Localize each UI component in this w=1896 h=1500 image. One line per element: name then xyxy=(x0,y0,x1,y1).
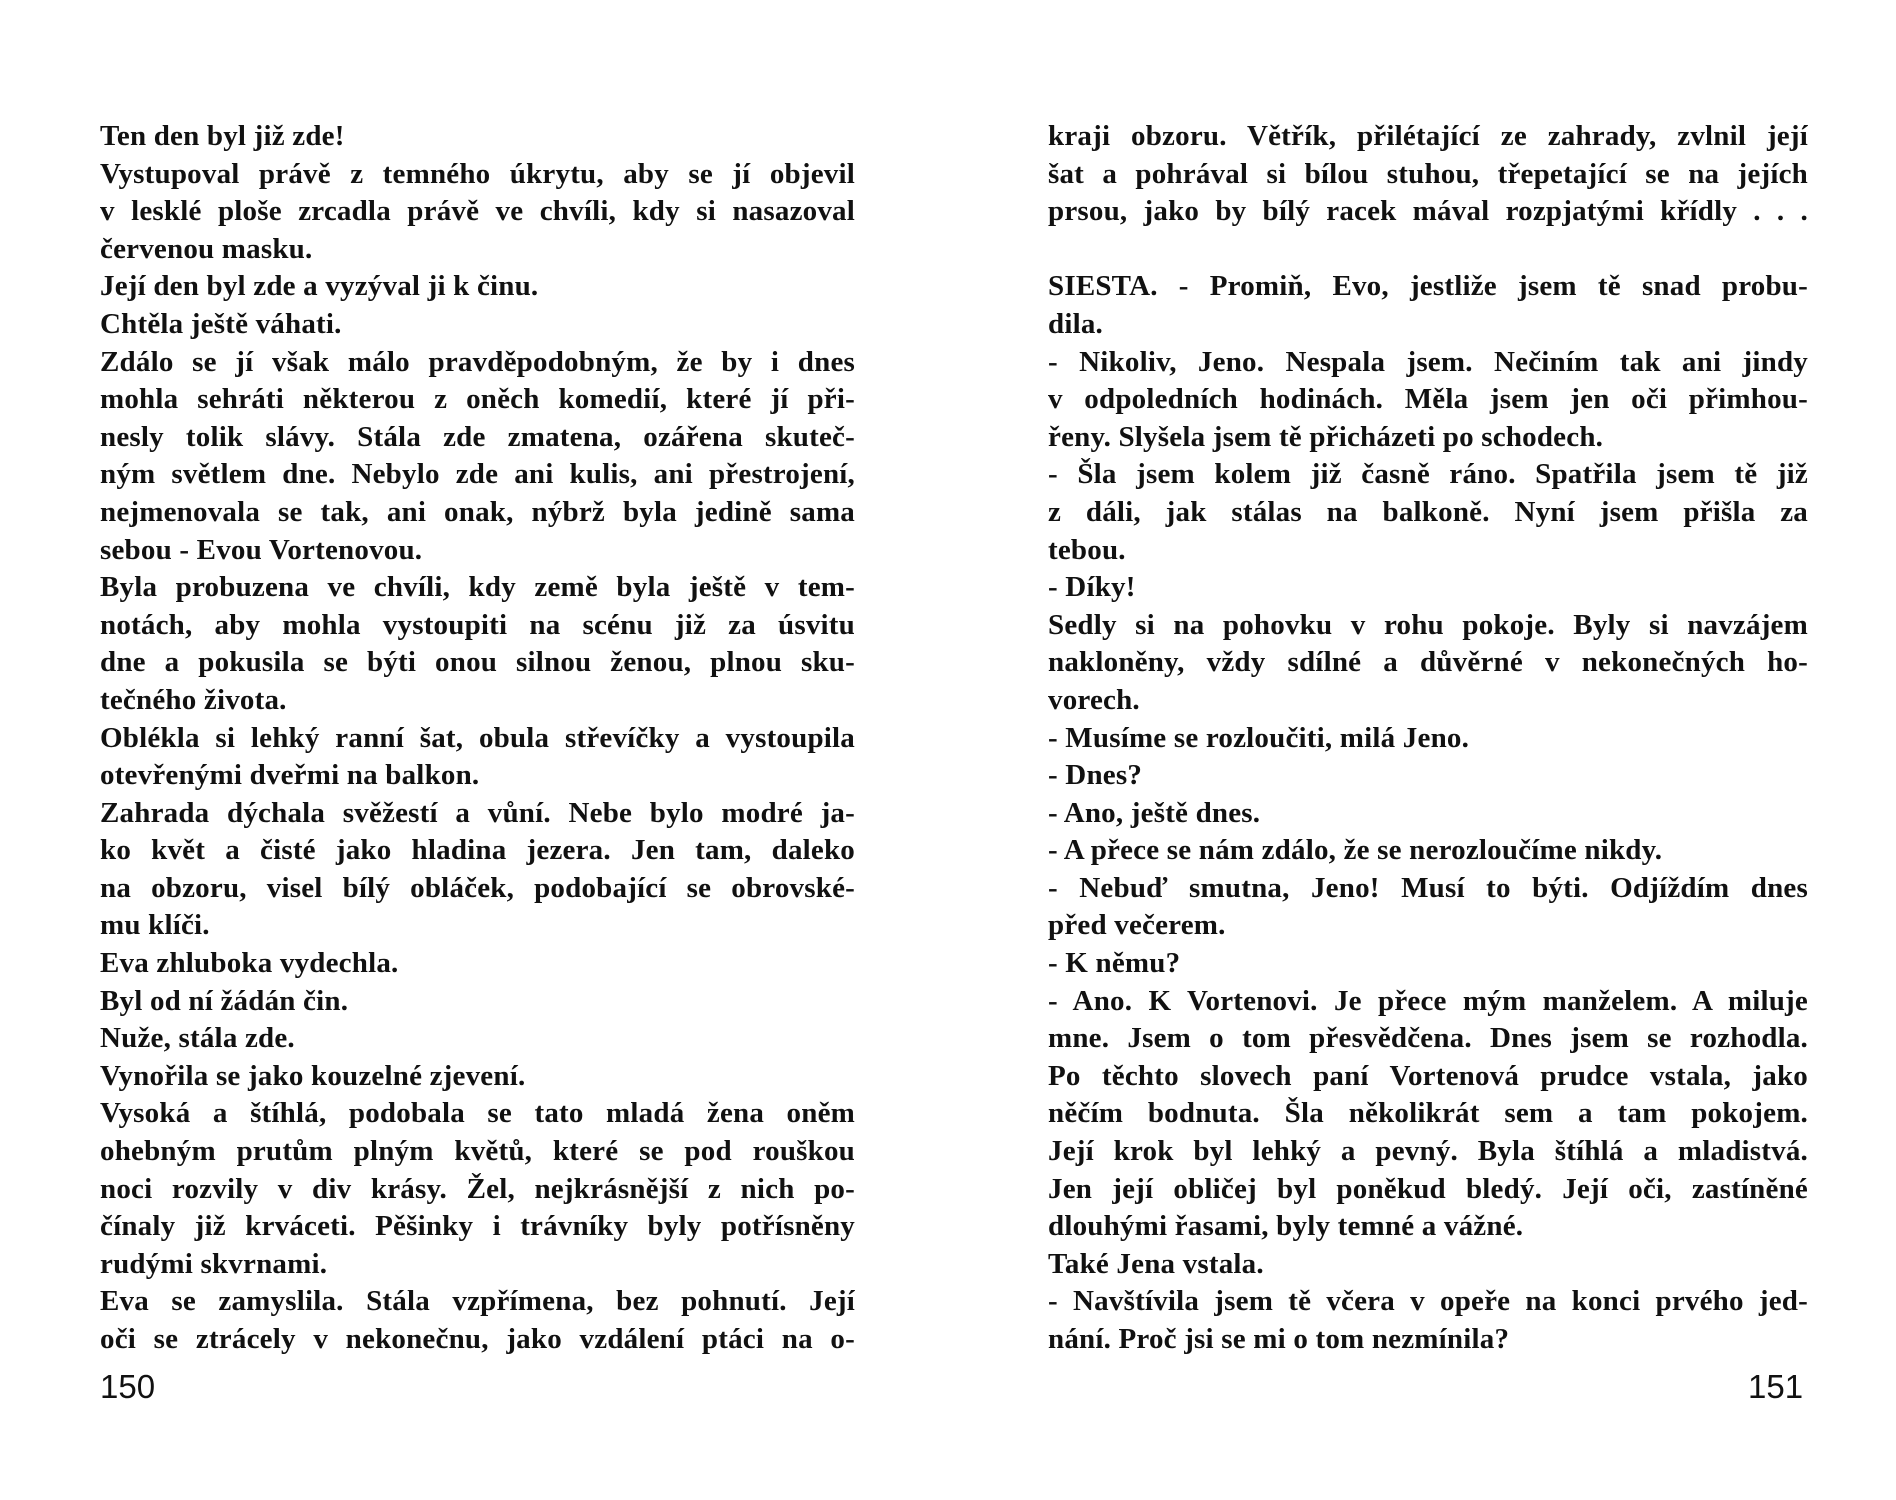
text-line: - Ano. K Vortenovi. Je přece mým manželem. A miluje xyxy=(1048,984,1808,1017)
text-line: Zdálo se jí však málo pravděpodobným, že by i dnes xyxy=(100,345,855,378)
text-line: - A přece se nám zdálo, že se nerozloučíme nikdy. xyxy=(1048,834,1663,867)
page-number-right: 151 xyxy=(1748,1368,1804,1405)
text-line: mne. Jsem o tom přesvědčena. Dnes jsem se rozhodla. xyxy=(1048,1022,1808,1055)
text-line: Byla probuzena ve chvíli, kdy země byla ještě v tem- xyxy=(100,571,855,604)
text-line: čínaly již krváceti. Pěšinky i trávníky byly potřísněny xyxy=(100,1210,855,1243)
text-line: nesly tolik slávy. Stála zde zmatena, ozářena skuteč- xyxy=(100,420,855,453)
text-line: ným světlem dne. Nebylo zde ani kulis, ani přestrojení, xyxy=(100,458,855,491)
text-line: v lesklé ploše zrcadla právě ve chvíli, kdy si nasazoval xyxy=(100,195,855,228)
text-line: - K němu? xyxy=(1048,947,1181,980)
text-line: Po těchto slovech paní Vortenová prudce vstala, jako xyxy=(1048,1059,1808,1092)
text-line: dne a pokusila se býti onou silnou ženou, plnou sku- xyxy=(100,646,855,679)
text-line: noci rozvily v div krásy. Žel, nejkrásnější z nich po- xyxy=(100,1172,855,1205)
text-line: - Nebuď smutna, Jeno! Musí to býti. Odjíždím dnes xyxy=(1048,871,1808,904)
text-line: tečného života. xyxy=(100,683,287,716)
text-line: oči se ztrácely v nekonečnu, jako vzdálení ptáci na o- xyxy=(100,1323,855,1355)
text-line: před večerem. xyxy=(1048,909,1226,942)
text-line: Ten den byl již zde! xyxy=(100,120,345,152)
text-line: prsou, jako by bílý racek mával rozpjatými křídly . . . xyxy=(1048,195,1808,228)
text-line: Vysoká a štíhlá, podobala se tato mladá žena oněm xyxy=(100,1097,855,1130)
text-line: Byl od ní žádán čin. xyxy=(100,984,349,1017)
text-line: červenou masku. xyxy=(100,232,313,265)
text-line: Eva zhluboka vydechla. xyxy=(100,947,399,980)
text-line: vorech. xyxy=(1048,683,1140,716)
text-line: otevřenými dveřmi na balkon. xyxy=(100,759,480,792)
text-line: nakloněny, vždy sdílné a důvěrné v nekonečných ho- xyxy=(1048,646,1808,679)
text-line: z dáli, jak stálas na balkoně. Nyní jsem přišla za xyxy=(1048,495,1808,528)
text-line: ohebným prutům plným květů, které se pod rouškou xyxy=(100,1135,855,1168)
text-line: Vynořila se jako kouzelné zjevení. xyxy=(100,1059,526,1092)
left-page xyxy=(100,118,855,1359)
text-line: dlouhými řasami, byly temné a vážné. xyxy=(1048,1210,1524,1243)
text-line: Nuže, stála zde. xyxy=(100,1022,295,1055)
text-line: v odpoledních hodinách. Měla jsem jen oči přimhou- xyxy=(1048,383,1808,416)
text-line: - Dnes? xyxy=(1048,759,1143,792)
text-line: nejmenovala se tak, ani onak, nýbrž byla jedině sama xyxy=(100,495,855,528)
text-line: dila. xyxy=(1048,307,1103,340)
text-line: nání. Proč jsi se mi o tom nezmínila? xyxy=(1048,1323,1510,1355)
text-line: - Navštívila jsem tě včera v opeře na konci prvého jed- xyxy=(1048,1285,1808,1318)
text-line: šat a pohrával si bílou stuhou, třepetající se na jejích xyxy=(1048,157,1808,190)
blank-line xyxy=(1048,231,1808,269)
text-line: Také Jena vstala. xyxy=(1048,1247,1264,1280)
text-line: Eva se zamyslila. Stála vzpřímena, bez pohnutí. Její xyxy=(100,1285,855,1318)
text-line: tebou. xyxy=(1048,533,1126,566)
text-line: - Musíme se rozloučiti, milá Jeno. xyxy=(1048,721,1470,754)
text-line: něčím bodnuta. Šla několikrát sem a tam pokojem. xyxy=(1048,1097,1808,1130)
text-line: Zahrada dýchala svěžestí a vůní. Nebe bylo modré ja- xyxy=(100,796,855,829)
text-line: SIESTA. - Promiň, Evo, jestliže jsem tě snad probu- xyxy=(1048,270,1808,303)
page-number-left: 150 xyxy=(100,1368,156,1405)
text-line: sebou - Evou Vortenovou. xyxy=(100,533,423,566)
text-line: Její den byl zde a vyzýval ji k činu. xyxy=(100,270,539,303)
right-page xyxy=(1048,118,1808,1359)
text-line: mu klíči. xyxy=(100,909,210,942)
text-line: - Ano, ještě dnes. xyxy=(1048,796,1261,829)
text-line: Sedly si na pohovku v rohu pokoje. Byly si navzájem xyxy=(1048,608,1808,641)
text-line: rudými skvrnami. xyxy=(100,1247,328,1280)
text-line: Oblékla si lehký ranní šat, obula střevíčky a vystoupila xyxy=(100,721,855,754)
text-line: Jen její obličej byl poněkud bledý. Její oči, zastíněné xyxy=(1048,1172,1808,1205)
text-line: na obzoru, visel bílý obláček, podobající se obrovské- xyxy=(100,871,855,904)
text-line: - Šla jsem kolem již časně ráno. Spatřila jsem tě již xyxy=(1048,458,1808,491)
text-line: řeny. Slyšela jsem tě přicházeti po schodech. xyxy=(1048,420,1604,453)
text-line: Vystupoval právě z temného úkrytu, aby se jí objevil xyxy=(100,157,855,190)
text-line: ko květ a čisté jako hladina jezera. Jen tam, daleko xyxy=(100,834,855,867)
text-line: - Nikoliv, Jeno. Nespala jsem. Nečiním tak ani jindy xyxy=(1048,345,1808,378)
text-line: Její krok byl lehký a pevný. Byla štíhlá a mladistvá. xyxy=(1048,1135,1808,1168)
text-line: Chtěla ještě váhati. xyxy=(100,307,342,340)
text-line: kraji obzoru. Větřík, přilétající ze zahrady, zvlnil její xyxy=(1048,120,1808,152)
text-line: - Díky! xyxy=(1048,571,1136,604)
text-line: notách, aby mohla vystoupiti na scénu již za úsvitu xyxy=(100,608,855,641)
text-line: mohla sehráti některou z oněch komedií, které jí při- xyxy=(100,383,855,416)
